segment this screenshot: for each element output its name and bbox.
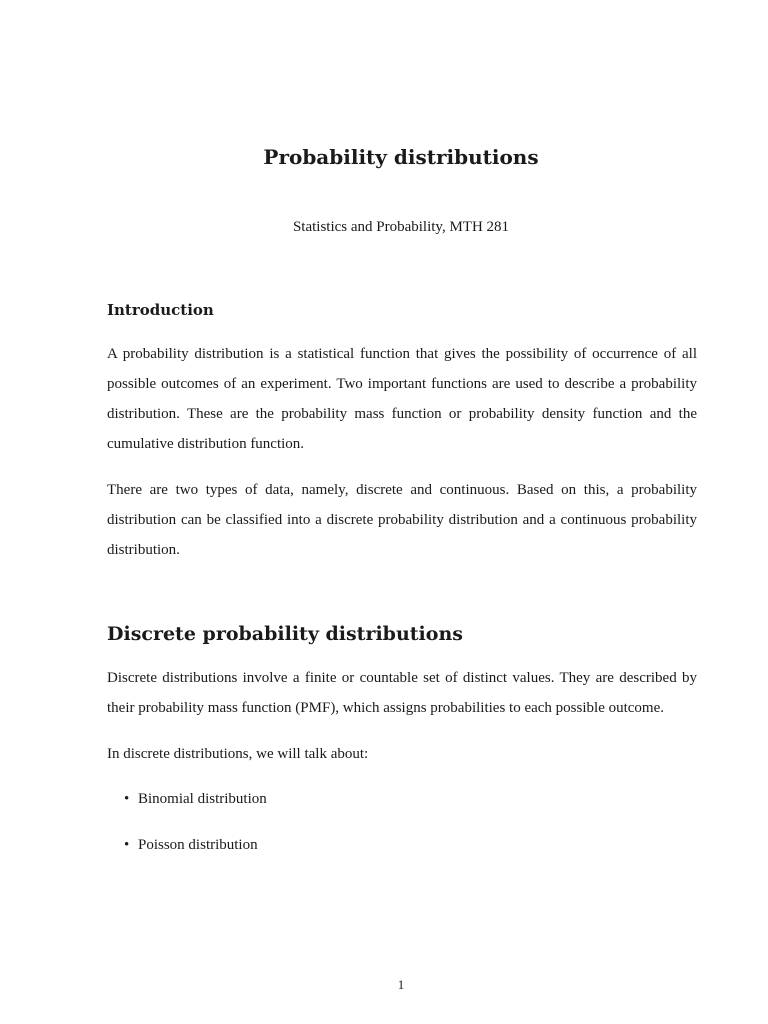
list-item-label: Poisson distribution [138,837,258,853]
distribution-list [124,784,267,876]
document-subtitle: Statistics and Probability, MTH 281 [292,219,510,235]
page-number: 1 [397,977,405,992]
list-item-label: Binomial distribution [138,791,267,807]
section-heading-discrete: Discrete probability distributions [107,623,463,645]
discrete-paragraph-2: In discrete distributions, we will talk about: [107,746,369,762]
section-heading-introduction: Introduction [107,301,214,319]
intro-paragraph-2: There are two types of data, namely, discrete and continuous. Based on this, a probability distribution can be classified into a discrete probability distribution and a continuous probability distribution. [107,482,697,558]
discrete-paragraph-1: Discrete distributions involve a finite or countable set of distinct values. They are described by their probability mass function (PMF), which assigns probabilities to each possible outcome. [107,670,697,716]
document-title: Probability distributions [263,145,539,169]
list-item [124,830,267,876]
bullet-icon: • [124,837,130,853]
intro-paragraph-1: A probability distribution is a statistical function that gives the possibility of occurrence of all possible outcomes of an experiment. Two important functions are used to describe a probability distribution. These are the probability mass function or probability density function and the cumulative distribution function. [107,346,697,452]
bullet-icon: • [124,791,130,807]
list-item [124,784,267,830]
